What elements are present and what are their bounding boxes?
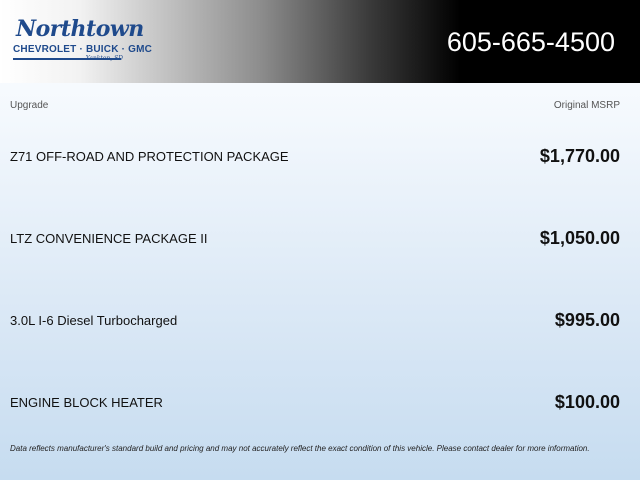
upgrade-price: $1,050.00	[539, 228, 620, 248]
dealer-logo[interactable]	[12, 16, 153, 66]
upgrade-row	[0, 142, 640, 172]
upgrade-column-header: Upgrade	[10, 100, 49, 111]
logo-brands: CHEVROLET · BUICK · GMC	[13, 44, 153, 55]
upgrade-price: $100.00	[554, 392, 620, 412]
dealer-phone[interactable]: 605-665-4500	[446, 27, 615, 57]
pricing-disclaimer: Data reflects manufacturer's standard build and pricing and may not accurately reflect the exact condition of this vehicle. Please contact dealer for more information.	[10, 444, 590, 453]
header-banner	[0, 0, 640, 83]
upgrade-row	[0, 306, 640, 336]
upgrade-name: LTZ CONVENIENCE PACKAGE II	[10, 231, 208, 246]
logo-city: Yankton, SD	[85, 55, 123, 62]
upgrade-name: ENGINE BLOCK HEATER	[10, 395, 163, 410]
upgrade-price: $1,770.00	[539, 146, 620, 166]
upgrade-row	[0, 388, 640, 418]
upgrade-row	[0, 224, 640, 254]
upgrade-name: 3.0L I-6 Diesel Turbocharged	[10, 313, 178, 328]
upgrade-name: Z71 OFF-ROAD AND PROTECTION PACKAGE	[10, 149, 289, 164]
logo-script-name: Northtown	[16, 16, 144, 42]
upgrade-price: $995.00	[554, 310, 620, 330]
msrp-column-header: Original MSRP	[553, 100, 620, 111]
